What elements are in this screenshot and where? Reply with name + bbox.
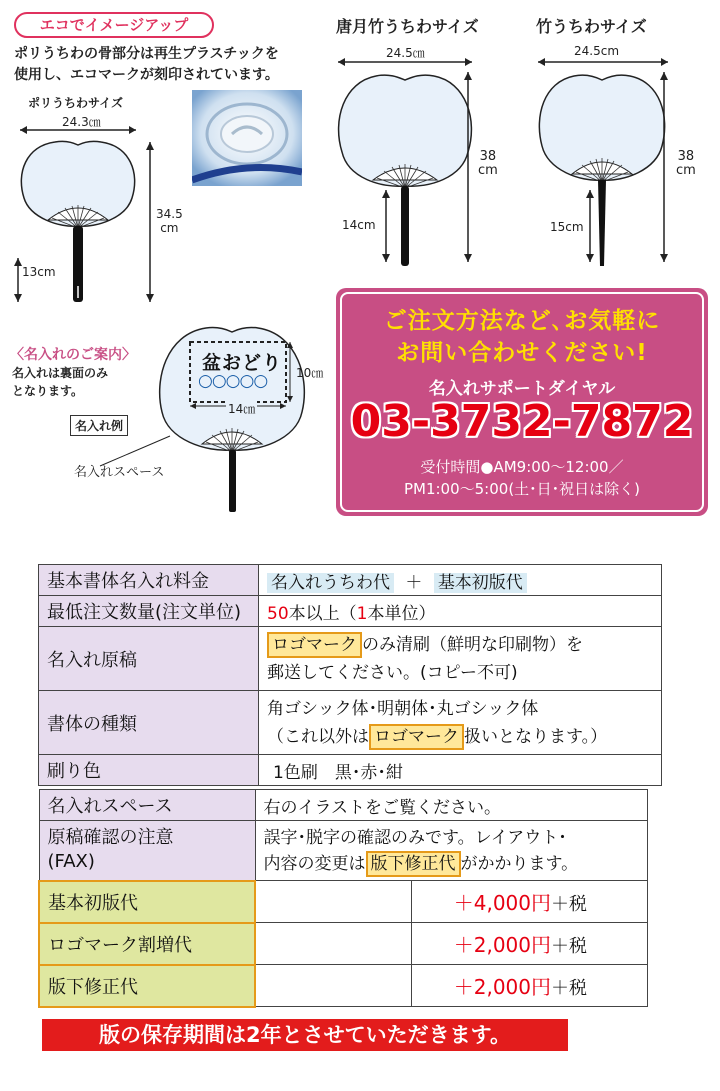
row-label bbox=[39, 821, 255, 881]
check-note-label-1: 原稿確認の注意 bbox=[47, 827, 174, 849]
fee-tax: ＋税 bbox=[551, 936, 587, 957]
fee-label: ロゴマーク割増代 bbox=[39, 923, 255, 965]
naire-box-height: 10㎝ bbox=[296, 366, 324, 380]
font-note-b: 扱いとなります。） bbox=[464, 726, 608, 747]
check-note-text-2a: 内容の変更は bbox=[263, 853, 366, 874]
manuscript-text-2: 郵送してください。(コピー不可) bbox=[267, 662, 518, 683]
table-row bbox=[39, 821, 648, 881]
contact-hours-2: PM1:00～5:00(土･日･祝日は除く) bbox=[403, 480, 641, 498]
row-value bbox=[259, 627, 662, 691]
fee-row bbox=[39, 965, 648, 1007]
fee-tax: ＋税 bbox=[551, 894, 587, 915]
contact-headline-1: ご注文方法など､お気軽に bbox=[383, 308, 661, 334]
poly-fan-height bbox=[156, 207, 183, 235]
bamboo-fan-title: 竹うちわサイズ bbox=[536, 17, 647, 36]
row-value: 1色刷 黒･赤･紺 bbox=[259, 755, 662, 786]
contact-box bbox=[336, 288, 708, 516]
naire-example-label: 名入れ例 bbox=[70, 415, 128, 436]
contact-headline-2: お問い合わせください! bbox=[396, 340, 648, 366]
fee-row bbox=[39, 923, 648, 965]
naire-title: 〈名入れのご案内〉 bbox=[10, 347, 136, 363]
bamboo-fan-height-value: 38 bbox=[677, 149, 695, 164]
unit-text: 本単位） bbox=[367, 603, 436, 624]
naire-space-label: 名入れスペース bbox=[74, 465, 165, 480]
row-value bbox=[259, 691, 662, 755]
karazuki-fan-title: 唐月竹うちわサイズ bbox=[336, 17, 479, 36]
fee-empty-cell bbox=[255, 881, 411, 923]
fee-tax: ＋税 bbox=[551, 978, 587, 999]
font-note-a: （これ以外は bbox=[267, 726, 369, 747]
table-row bbox=[39, 565, 662, 596]
row-label: 刷り色 bbox=[39, 755, 259, 786]
min-qty-text: 本以上（ bbox=[288, 603, 357, 624]
pricing-table bbox=[38, 564, 662, 786]
row-value: 右のイラストをご覧ください。 bbox=[255, 790, 648, 821]
eco-badge: エコでイメージアップ bbox=[14, 12, 214, 38]
fee-amount: ＋4,000円 bbox=[453, 891, 551, 915]
karazuki-fan-height-unit: cm bbox=[478, 163, 498, 178]
bamboo-fan-handle-length: 15cm bbox=[550, 220, 584, 234]
naire-fan-fee-tag: 名入れうちわ代 bbox=[267, 573, 394, 593]
karazuki-fan-width: 24.5㎝ bbox=[386, 46, 425, 60]
check-note-text-1: 誤字･脱字の確認のみです。レイアウト･ bbox=[263, 827, 567, 848]
bamboo-fan-width: 24.5cm bbox=[574, 44, 620, 58]
row-label: 名入れスペース bbox=[39, 790, 255, 821]
row-label: 書体の種類 bbox=[39, 691, 259, 755]
contact-support-label: 名入れサポートダイヤル bbox=[428, 379, 616, 399]
naire-desc-line2: となります。 bbox=[12, 384, 84, 398]
naire-sample-circles: ○○○○○ bbox=[198, 371, 268, 391]
table-row bbox=[39, 596, 662, 627]
manuscript-text-1: のみ清刷（鮮明な印刷物）を bbox=[362, 634, 583, 655]
table-row bbox=[39, 755, 662, 786]
eco-description bbox=[14, 44, 314, 86]
table-row bbox=[39, 691, 662, 755]
poly-fan-height-unit: cm bbox=[160, 221, 179, 235]
initial-plate-fee-tag: 基本初版代 bbox=[434, 573, 527, 593]
plus-sign: ＋ bbox=[405, 572, 423, 593]
eco-mark-stamp-image bbox=[192, 90, 302, 186]
contact-hours-1: 受付時間●AM9:00～12:00／ bbox=[420, 458, 624, 476]
storage-period-notice: 版の保存期間は2年とさせていただきます。 bbox=[42, 1019, 568, 1051]
fee-amount: ＋2,000円 bbox=[453, 975, 551, 999]
naire-box-width: 14㎝ bbox=[228, 402, 256, 416]
row-label: 最低注文数量(注文単位) bbox=[39, 596, 259, 627]
fee-empty-cell bbox=[255, 923, 411, 965]
poly-fan-title: ポリうちわサイズ bbox=[28, 96, 124, 110]
font-types-text: 角ゴシック体･明朝体･丸ゴシック体 bbox=[267, 698, 539, 719]
fee-empty-cell bbox=[255, 965, 411, 1007]
fee-price bbox=[411, 881, 648, 923]
karazuki-fan-handle-length: 14cm bbox=[342, 218, 376, 232]
table-row bbox=[39, 790, 648, 821]
row-value bbox=[259, 565, 662, 596]
bamboo-fan-height bbox=[676, 150, 696, 178]
fee-row bbox=[39, 881, 648, 923]
poly-fan-width: 24.3㎝ bbox=[62, 115, 101, 129]
logo-mark-tag: ロゴマーク bbox=[369, 724, 464, 750]
eco-desc-line2: 使用し、エコマークが刻印されています。 bbox=[14, 67, 279, 83]
fee-label: 版下修正代 bbox=[39, 965, 255, 1007]
poly-fan-height-value: 34.5 bbox=[156, 207, 183, 221]
naire-sample-text: 盆おどり bbox=[202, 352, 283, 374]
fee-label: 基本初版代 bbox=[39, 881, 255, 923]
contact-phone-number[interactable]: 03-3732-7872 bbox=[350, 396, 694, 447]
unit-number: 1 bbox=[356, 603, 368, 624]
check-note-label-2: (FAX) bbox=[47, 851, 95, 873]
bamboo-fan-height-unit: cm bbox=[676, 163, 696, 178]
fee-amount: ＋2,000円 bbox=[453, 933, 551, 957]
karazuki-fan-height-value: 38 bbox=[479, 149, 497, 164]
row-value bbox=[255, 821, 648, 881]
options-table bbox=[38, 789, 648, 1008]
row-label: 名入れ原稿 bbox=[39, 627, 259, 691]
poly-fan-handle-length: 13cm bbox=[22, 265, 56, 279]
fee-price bbox=[411, 923, 648, 965]
plate-fix-fee-tag: 版下修正代 bbox=[366, 851, 461, 877]
eco-desc-line1: ポリうちわの骨部分は再生プラスチックを bbox=[14, 46, 279, 62]
check-note-text-2b: がかかります。 bbox=[460, 853, 579, 874]
naire-desc-line1: 名入れは裏面のみ bbox=[12, 366, 109, 380]
table-row bbox=[39, 627, 662, 691]
row-label: 基本書体名入れ料金 bbox=[39, 565, 259, 596]
karazuki-fan-height bbox=[478, 150, 498, 178]
logo-mark-tag: ロゴマーク bbox=[267, 632, 362, 658]
fee-price bbox=[411, 965, 648, 1007]
min-qty-number: 50 bbox=[267, 603, 289, 624]
row-value bbox=[259, 596, 662, 627]
